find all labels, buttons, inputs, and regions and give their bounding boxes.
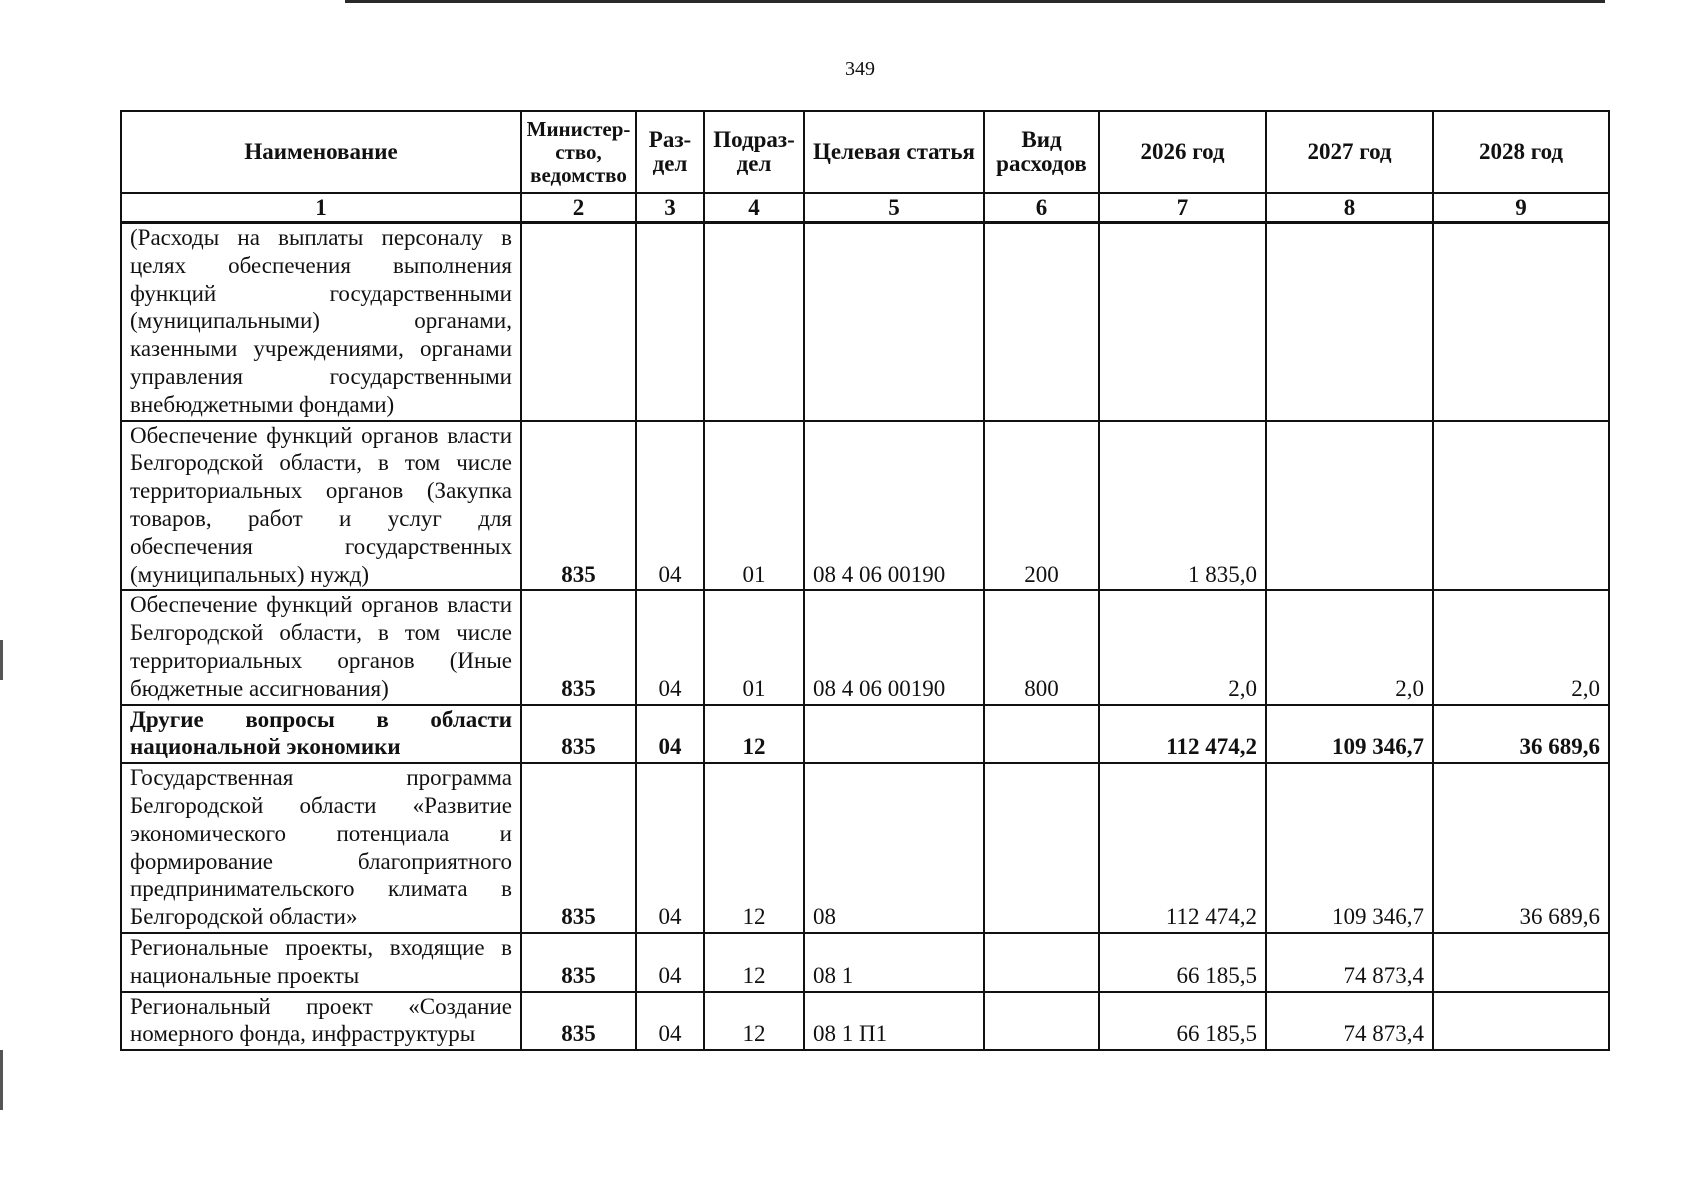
row-expense-type <box>984 992 1099 1051</box>
row-name: Обеспечение функций органов власти Белгородской области, в том числе территориальных органов (Закупка товаров, работ и услуг для обеспечения государственных (муниципальных) нужд) <box>121 421 521 591</box>
header-section: Раз-дел <box>636 111 704 193</box>
table-row-section-total <box>121 705 1609 764</box>
row-section: 04 <box>636 590 704 704</box>
header-ministry: Министер-ство, ведомство <box>521 111 636 193</box>
row-expense-type: 800 <box>984 590 1099 704</box>
header-year-2027: 2027 год <box>1266 111 1433 193</box>
row-ministry: 835 <box>521 933 636 992</box>
row-amount-2028: 2,0 <box>1433 590 1609 704</box>
row-section: 04 <box>636 705 704 764</box>
row-ministry: 835 <box>521 421 636 591</box>
row-subsection: 12 <box>704 933 804 992</box>
table-row <box>121 992 1609 1051</box>
row-subsection: 01 <box>704 421 804 591</box>
row-subsection: 01 <box>704 590 804 704</box>
row-expense-type <box>984 223 1099 421</box>
row-amount-2028 <box>1433 933 1609 992</box>
row-amount-2028: 36 689,6 <box>1433 763 1609 933</box>
column-number: 4 <box>704 193 804 223</box>
budget-table <box>120 110 1610 1051</box>
row-amount-2027: 2,0 <box>1266 590 1433 704</box>
page-number: 349 <box>845 58 875 80</box>
row-expense-type <box>984 705 1099 764</box>
header-row <box>121 111 1609 193</box>
header-year-2028: 2028 год <box>1433 111 1609 193</box>
table-row <box>121 421 1609 591</box>
row-expense-type: 200 <box>984 421 1099 591</box>
row-amount-2026: 2,0 <box>1099 590 1266 704</box>
row-amount-2027: 109 346,7 <box>1266 763 1433 933</box>
row-amount-2028: 36 689,6 <box>1433 705 1609 764</box>
row-amount-2028 <box>1433 421 1609 591</box>
row-section: 04 <box>636 763 704 933</box>
row-subsection: 12 <box>704 705 804 764</box>
row-amount-2026 <box>1099 223 1266 421</box>
row-amount-2028 <box>1433 992 1609 1051</box>
row-amount-2026: 112 474,2 <box>1099 705 1266 764</box>
header-name: Наименование <box>121 111 521 193</box>
row-target-article: 08 <box>804 763 984 933</box>
row-target-article: 08 1 П1 <box>804 992 984 1051</box>
row-name: Обеспечение функций органов власти Белгородской области, в том числе территориальных органов (Иные бюджетные ассигнования) <box>121 590 521 704</box>
scan-left-edge-mark <box>0 1050 3 1110</box>
row-name: Другие вопросы в области национальной экономики <box>121 705 521 764</box>
column-number: 8 <box>1266 193 1433 223</box>
column-number: 3 <box>636 193 704 223</box>
row-section: 04 <box>636 421 704 591</box>
row-subsection: 12 <box>704 763 804 933</box>
header-expense-type: Вид расходов <box>984 111 1099 193</box>
table-row <box>121 763 1609 933</box>
row-amount-2026: 66 185,5 <box>1099 992 1266 1051</box>
column-number-row <box>121 193 1609 223</box>
row-target-article <box>804 223 984 421</box>
row-name: Государственная программа Белгородской области «Развитие экономического потенциала и формирование благоприятного предпринимательского климата в Белгородской области» <box>121 763 521 933</box>
column-number: 6 <box>984 193 1099 223</box>
row-subsection: 12 <box>704 992 804 1051</box>
row-amount-2028 <box>1433 223 1609 421</box>
row-amount-2026: 1 835,0 <box>1099 421 1266 591</box>
row-name: Региональные проекты, входящие в национальные проекты <box>121 933 521 992</box>
header-year-2026: 2026 год <box>1099 111 1266 193</box>
column-number: 1 <box>121 193 521 223</box>
table-row <box>121 590 1609 704</box>
header-target-article: Целевая статья <box>804 111 984 193</box>
row-expense-type <box>984 933 1099 992</box>
row-name: Региональный проект «Создание номерного фонда, инфраструктуры <box>121 992 521 1051</box>
row-section: 04 <box>636 992 704 1051</box>
scan-left-edge-mark <box>0 640 3 680</box>
row-amount-2027: 74 873,4 <box>1266 992 1433 1051</box>
row-target-article <box>804 705 984 764</box>
row-section: 04 <box>636 933 704 992</box>
row-amount-2027 <box>1266 421 1433 591</box>
row-section <box>636 223 704 421</box>
column-number: 9 <box>1433 193 1609 223</box>
row-ministry: 835 <box>521 705 636 764</box>
row-expense-type <box>984 763 1099 933</box>
row-amount-2027: 74 873,4 <box>1266 933 1433 992</box>
row-amount-2026: 66 185,5 <box>1099 933 1266 992</box>
row-subsection <box>704 223 804 421</box>
row-target-article: 08 4 06 00190 <box>804 421 984 591</box>
row-target-article: 08 4 06 00190 <box>804 590 984 704</box>
column-number: 5 <box>804 193 984 223</box>
column-number: 7 <box>1099 193 1266 223</box>
table-row <box>121 933 1609 992</box>
row-target-article: 08 1 <box>804 933 984 992</box>
column-number: 2 <box>521 193 636 223</box>
row-name: (Расходы на выплаты персоналу в целях обеспечения выполнения функций государственными (муниципальными) органами, казенными учреждениями, органами управления государственными внебюджетными фондами) <box>121 223 521 421</box>
row-amount-2026: 112 474,2 <box>1099 763 1266 933</box>
row-amount-2027: 109 346,7 <box>1266 705 1433 764</box>
scan-top-edge-line <box>345 0 1605 3</box>
table-row <box>121 223 1609 421</box>
row-ministry: 835 <box>521 590 636 704</box>
row-ministry <box>521 223 636 421</box>
header-subsection: Подраз-дел <box>704 111 804 193</box>
row-ministry: 835 <box>521 763 636 933</box>
row-amount-2027 <box>1266 223 1433 421</box>
row-ministry: 835 <box>521 992 636 1051</box>
